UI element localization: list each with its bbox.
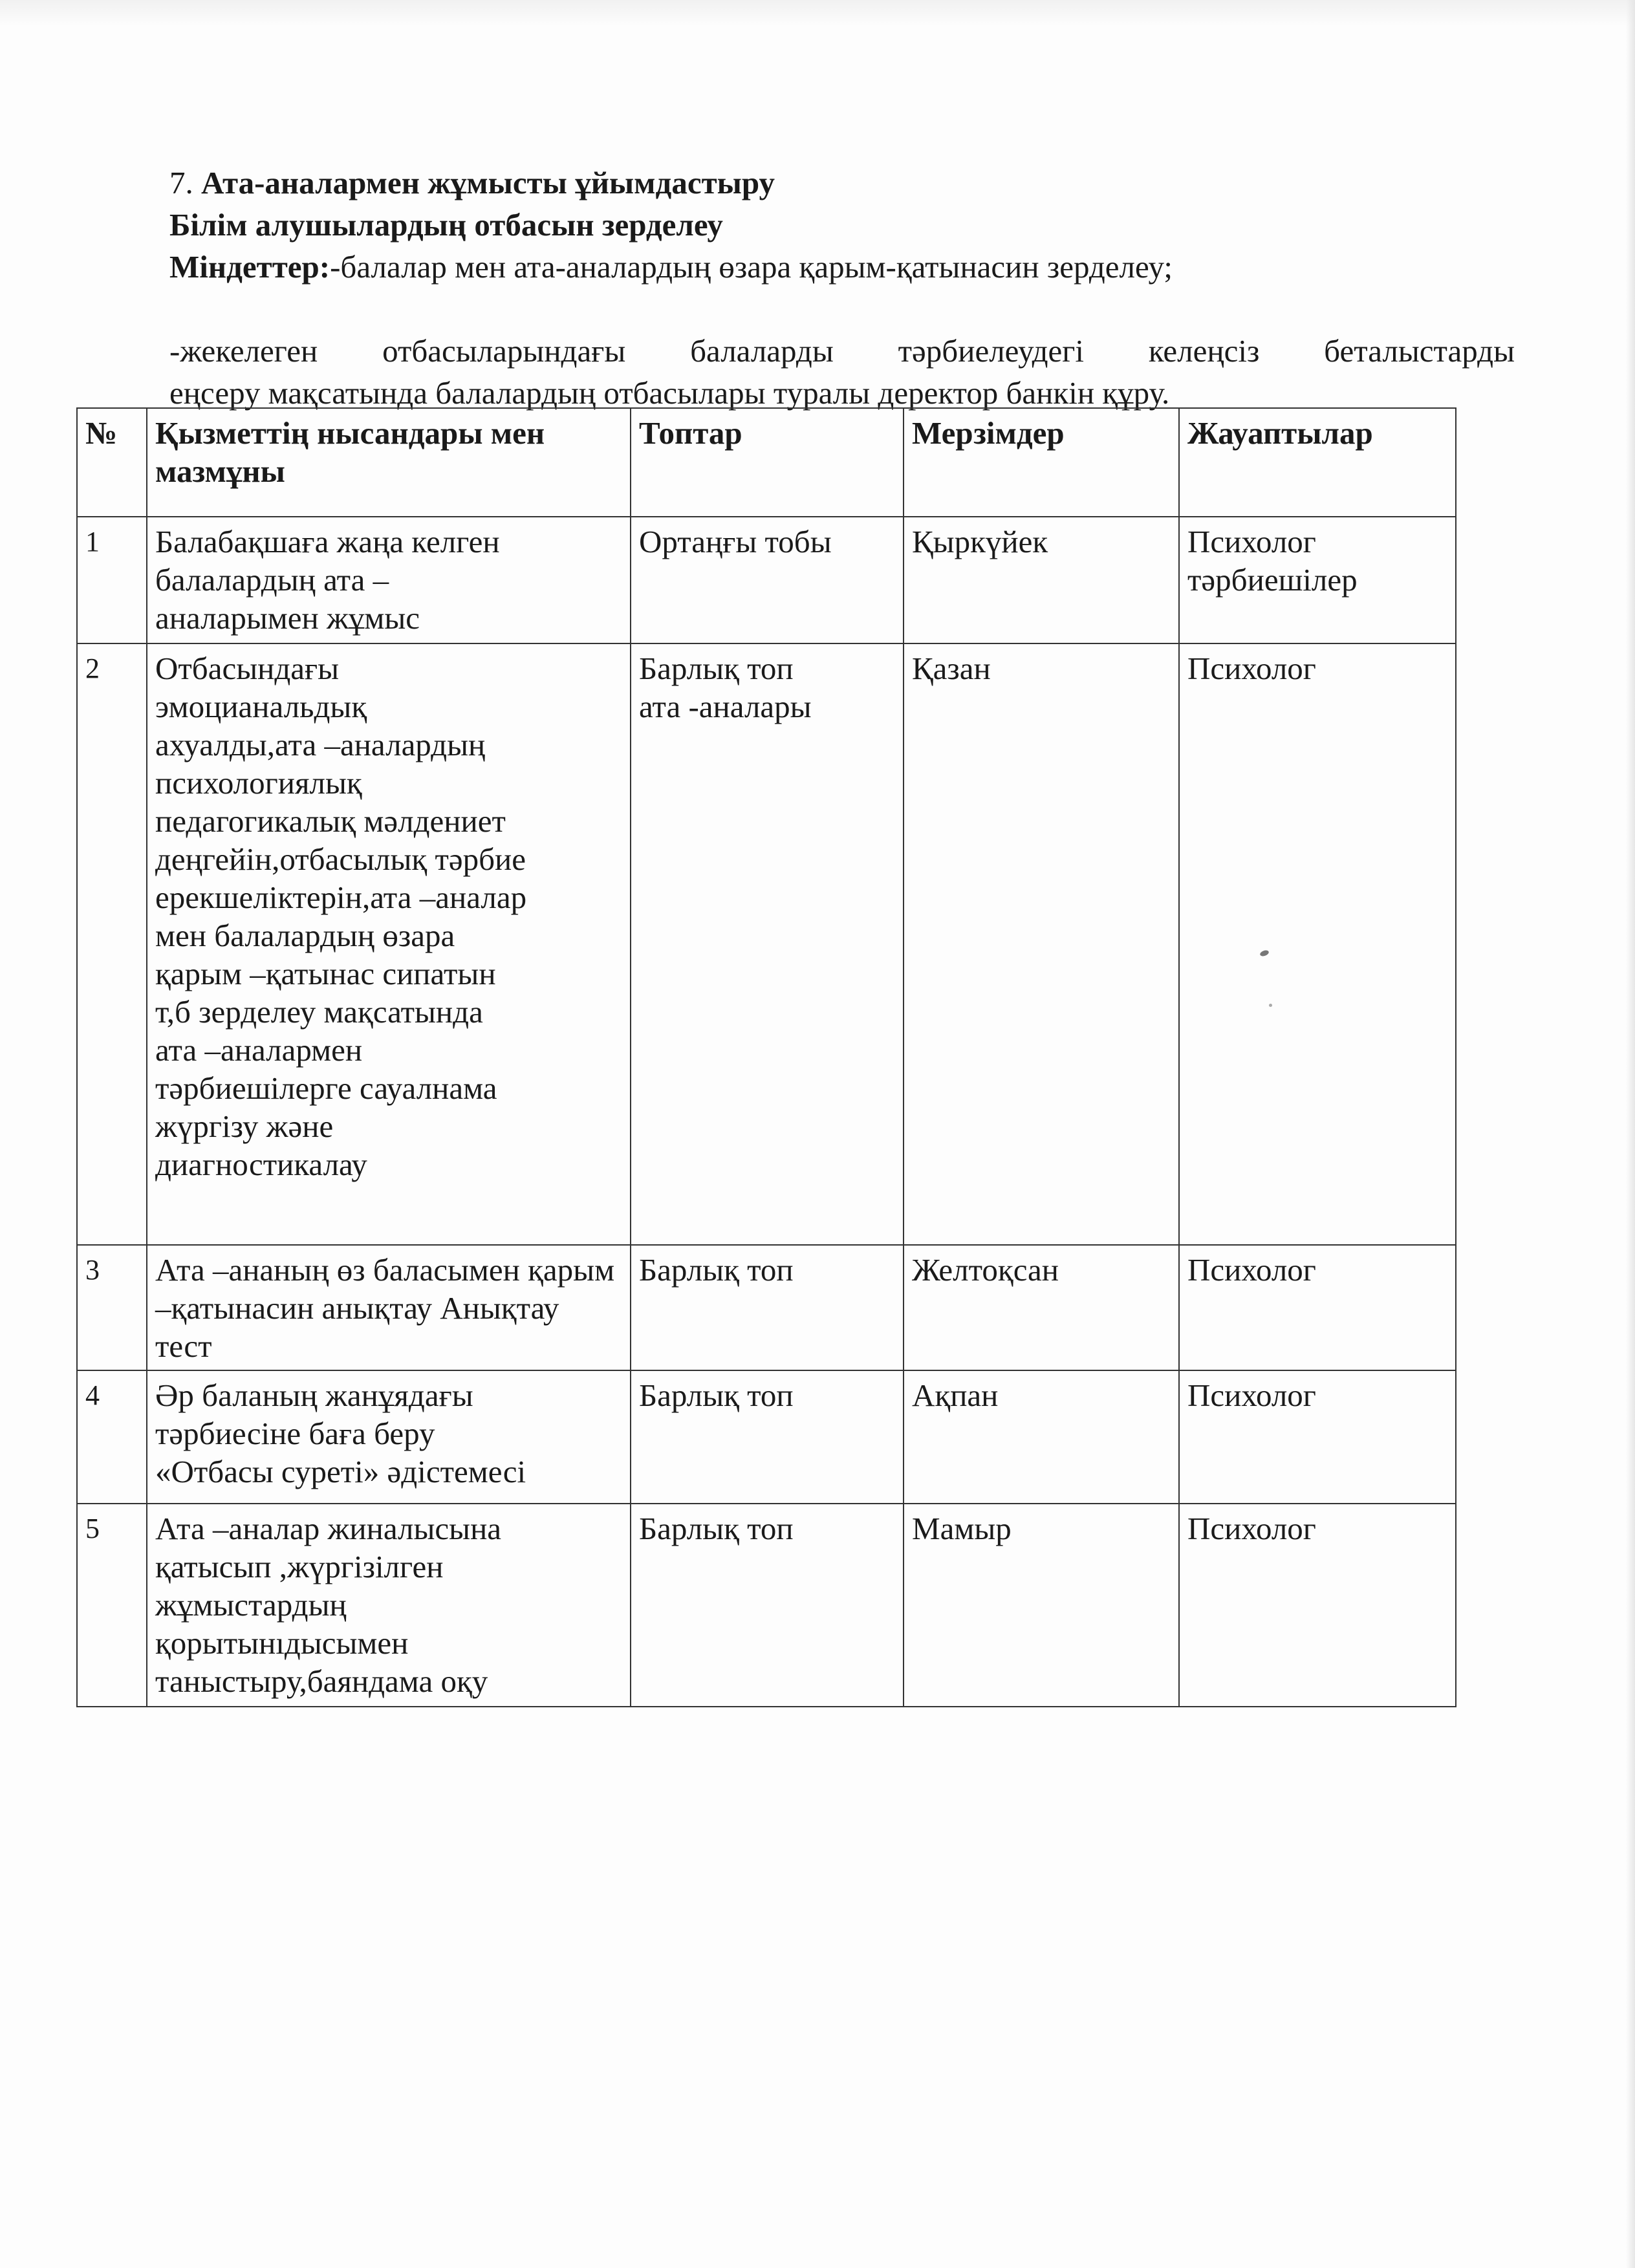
table-row — [77, 643, 1456, 1245]
row-number: 3 — [77, 1245, 147, 1370]
section-subtitle: Білім алушылардың отбасын зерделеу — [169, 207, 723, 243]
row-content: Балабақшаға жаңа келген балалардың ата – аналарымен жұмыс — [147, 517, 631, 643]
row-number: 4 — [77, 1370, 147, 1504]
scan-speck — [1269, 1004, 1272, 1007]
row-dates: Желтоқсан — [904, 1245, 1179, 1370]
scan-shadow-top — [0, 0, 1635, 26]
header-responsible: Жауаптылар — [1179, 408, 1456, 517]
task-1: -балалар мен ата-аналардың өзара қарым-қатынасин зерделеу; — [330, 249, 1173, 285]
section-header — [169, 162, 1515, 288]
header-content: Қызметтің нысандары мен мазмұны — [147, 408, 631, 517]
row-content: Отбасындағы эмоцианальдық ахуалды,ата –аналардың психологиялық педагогикалық мәлдениет деңгейін,отбасылық тәрбие ерекшеліктерін,ата –аналар мен балалардың өзара қарым –қатынас сипатын т,б зерделеу мақсатында ата –аналармен тәрбиешілерге сауалнама жүргізу және диагностикалау — [147, 643, 631, 1245]
row-groups: Ортаңғы тобы — [631, 517, 904, 643]
section-title: Ата-аналармен жұмысты ұйымдастыру — [201, 165, 775, 200]
header-num: № — [77, 408, 147, 517]
row-content: Әр баланың жанұядағы тәрбиесіне баға беру «Отбасы суреті» әдістемесі — [147, 1370, 631, 1504]
row-responsible: Психолог — [1179, 643, 1456, 1245]
table-header-row — [77, 408, 1456, 517]
row-number: 2 — [77, 643, 147, 1245]
row-groups: Барлық топ — [631, 1245, 904, 1370]
task-2-line-1: -жекелеген отбасыларындағы балаларды тәрбиелеудегі келеңсіз беталыстарды — [169, 333, 1515, 369]
row-responsible: Психолог — [1179, 1245, 1456, 1370]
row-number: 5 — [77, 1504, 147, 1707]
row-dates: Ақпан — [904, 1370, 1179, 1504]
header-groups: Топтар — [631, 408, 904, 517]
tasks-line — [169, 246, 1515, 288]
row-content: Ата –ананың өз баласымен қарым –қатынасин анықтау Анықтау тест — [147, 1245, 631, 1370]
row-content: Ата –аналар жиналысына қатысып ,жүргізілген жұмыстардың қорытынıдысымен таныстыру,баяндама оқу — [147, 1504, 631, 1707]
row-responsible: Психолог — [1179, 1370, 1456, 1504]
table-row — [77, 517, 1456, 643]
row-dates: Қыркүйек — [904, 517, 1179, 643]
row-dates: Мамыр — [904, 1504, 1179, 1707]
row-groups: Барлық топ ата -аналары — [631, 643, 904, 1245]
section-heading — [169, 162, 1515, 204]
scan-shadow-right — [1626, 0, 1635, 2268]
row-dates: Қазан — [904, 643, 1179, 1245]
row-number: 1 — [77, 517, 147, 643]
task-2-block — [169, 330, 1515, 372]
row-groups: Барлық топ — [631, 1504, 904, 1707]
task-2-line-2: еңсеру мақсатында балалардың отбасылары туралы деректор банкін құру. — [169, 375, 1170, 411]
table-row — [77, 1370, 1456, 1504]
header-dates: Мерзімдер — [904, 408, 1179, 517]
row-groups: Барлық топ — [631, 1370, 904, 1504]
section-number: 7. — [169, 165, 201, 200]
parent-work-table — [76, 407, 1456, 1707]
table-row — [77, 1245, 1456, 1370]
row-responsible: Психолог — [1179, 1504, 1456, 1707]
section-subtitle-line — [169, 204, 1515, 246]
row-responsible: Психолог тәрбиешілер — [1179, 517, 1456, 643]
tasks-label: Міндеттер: — [169, 249, 330, 285]
table-row — [77, 1504, 1456, 1707]
